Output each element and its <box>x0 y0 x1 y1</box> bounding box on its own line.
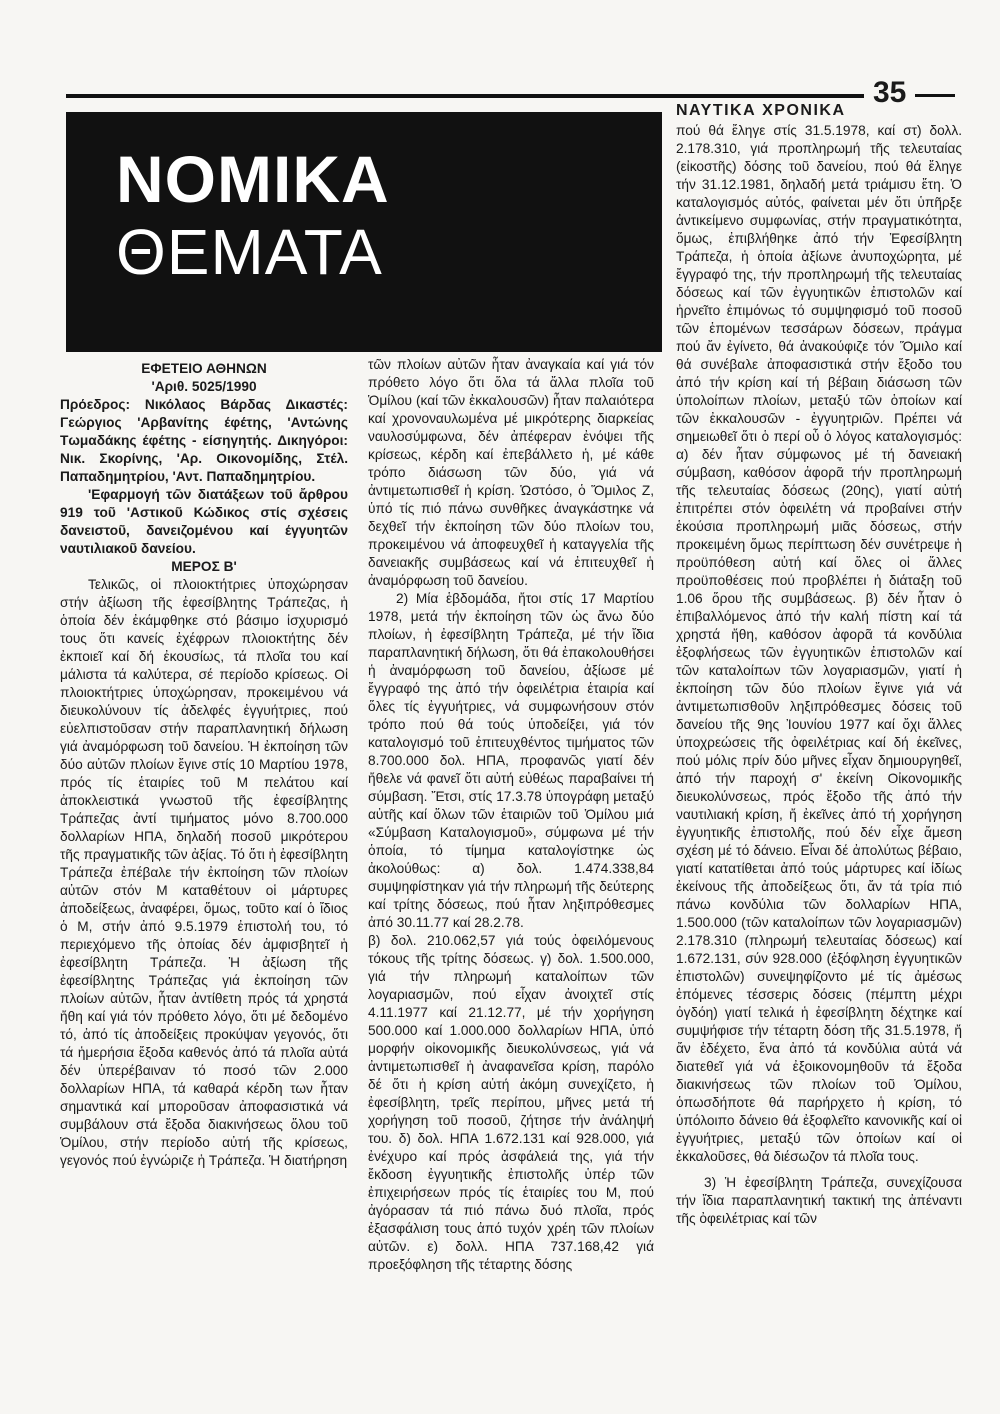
title-line-1: ΝΟΜΙΚΑ <box>116 142 390 216</box>
page-number: 35 <box>873 76 907 109</box>
body-paragraph: 2) Μία ἑβδομάδα, ἤτοι στίς 17 Μαρτίου 1978, μετά τήν ἐκποίηση τῶν ὡς ἄνω δύο πλοίων, ἡ ἐφεσίβλητη Τράπεζα, μέ τήν ἴδια παραπλανητική δήλωση, ὅτι θά ἐπακολουθήσει ἡ ἀναμόρφωση τοῦ δανείου, ἀξίωσε μέ ἔγγραφό της ἀπό τήν ὀφειλέτρια ἑταιρία καί ὅλες τίς ἐγγυήτριες, νά συμφωνήσουν στόν τρόπο πού θά τούς ὑποδείξει, γιά τόν καταλογισμό τοῦ ἐπιτευχθέντος τιμήματος τῶν 8.700.000 δολ. ΗΠΑ, προφανῶς γιατί δέν ἤθελε νά φανεῖ ὅτι αὐτή εὐθέως παραβαίνει τή σύμβαση. Ἔτσι, στίς 17.3.78 ὑπογράφη μεταξύ αὐτῆς καί ὅλων τῶν ἑταιριῶν τοῦ Ὁμίλου μιά «Σύμβαση Καταλογισμοῦ», σύμφωνα μέ τήν ὁποία, τό τίμημα καταλογίστηκε ὡς ἀκολούθως: α) δολ. 1.474.338,84 συμψηφίστηκαν γιά τήν πληρωμή τῆς δεύτερης καί τρίτης δόσεως, πού ἦταν ληξιπρόθεσμες ἀπό 30.11.77 καί 28.2.78. <box>368 591 654 930</box>
header-rule <box>66 94 864 98</box>
body-paragraph: τῶν πλοίων αὐτῶν ἦταν ἀναγκαία καί γιά τόν πρόθετο λόγο ὅτι ὅλα τά ἄλλα πλοῖα τοῦ Ὁμίλου (καί τῶν ἐκκαλουσῶν) ἦταν παλαιότερα καί χρονοναυλωμένα μέ μικρότερης διαρκείας ναυλοσύμφωνα, δέν ἀπέφεραν ἐνόψει τῆς κρίσεως, κέρδη καί ἐπεβάλλετο ἡ, μέ κάθε τρόπο διάσωση τῶν δύο, γιά νά ἀντιμετωπισθεῖ ἡ κρίση. Ὡστόσο, ὁ Ὅμιλος Ζ, ὑπό τίς πιό πάνω συνθῆκες ἀναγκάστηκε νά δεχθεῖ τήν ἐκποίηση τῶν δύο πλοίων του, προκειμένου νά ἀποφευχθεῖ ἡ καταγγελία τῆς δανειακῆς συμβάσεως καί νά ἐπιτευχθεῖ ἡ ἀναμόρφωση τοῦ δανείου. <box>368 357 654 588</box>
column-1 <box>60 360 348 1170</box>
body-paragraph: πού θά ἔληγε στίς 31.5.1978, καί στ) δολλ. 2.178.310, γιά προπληρωμή τῆς τελευταίας (εἰκοστῆς) δόσης τοῦ δανείου, πού θά ἔληγε τήν 31.12.1981, δηλαδή μετά τριάμισυ ἔτη. Ὁ καταλογισμός αὐτός, φαίνεται μέν ὅτι ὑπῆρξε ἀντικείμενο συμφωνίας, στήν πραγματικότητα, ὅμως, ἐπιβλήθηκε ἀπό τήν Ἐφεσίβλητη Τράπεζα, ἡ ὁποία ἀξίωνε ἀνυποχώρητα, μέ ἔγγραφό της, τήν προπληρωμή τῆς τελευταίας δόσεως καί τῶν ἐγγυητικῶν ἐπιστολῶν καί ἠρνεῖτο ἐπιμόνως τό συμψηφισμό τοῦ ποσοῦ τῶν ἑπομένων τεσσάρων δόσεων, πράγμα πού ἄν ἐγίνετο, θά ἀνακούφιζε τόν Ὅμιλο καί θά συνέβαλε ἀποφασιστικά στήν ἔξοδο του ἀπό τήν κρίση καί τή βέβαιη διάσωση τῶν ὑπολοίπων πλοίων, μεταξύ τῶν ὁποίων καί τῶν ἐκκαλουσῶν - ἐγγυητριῶν. Πρέπει νά σημειωθεῖ ὅτι ὁ περί οὗ ὁ λόγος καταλογισμός: α) δέν ἦταν σύμφωνος μέ τή δανειακή σύμβαση, καθόσον ἀφορᾶ τήν προπληρωμή τῆς τελευταίας δόσεως (20ης), γιατί αὐτή ἐπιτρέπει στόν ὀφειλέτη νά προβαίνει στήν ἑκούσια προπληρωμή μιᾶς δόσεως, στήν προκειμένη ὅμως περίπτωση δέν συνέτρεψε ἡ προϋπόθεση αὐτή καί ὅλες οἱ ἄλλες προϋποθέσεις πού προβλέπει ἡ διάταξη τοῦ 1.06 ὅρου τῆς συμβάσεως. β) δέν ἦταν ὁ ἐπιβαλλόμενος ἀπό τήν καλή πίστη καί τά χρηστά ἤθη, καθόσον ἀφορᾶ τά κονδύλια ἐξοφλήσεως τῶν ἐγγυητικῶν ἐπιστολῶν καί τῶν καταλοίπων τῶν λογαριασμῶν, γιατί ἡ ἐκποίηση τῶν δύο πλοίων ἔγινε γιά νά ἀντιμετωπισθοῦν ληξιπρόθεσμες δόσεις τοῦ δανείου τῆς 9ης Ἰουνίου 1977 καί ὄχι ἄλλες ὑποχρεώσεις τῆς ὀφειλέτριας καί δή ἐκεῖνες, πού μόλις πρίν δύο μῆνες εἶχαν δημιουργηθεῖ, ἀπό τήν παροχή σ' ἐκείνη Οἰκονομικῆς διευκολύνσεως, πρός ἔξοδο τῆς ἀπό τήν ναυτιλιακή κρίση, ἤ ἐκεῖνες ἀπό τή χορήγηση ἐγγυητικῆς ἐπιστολῆς, πού δέν εἶχε ἄμεση σχέση μέ τό δάνειο. Εἶναι δέ ἀπολύτως βέβαιο, γιατί κατατίθεται ἀπό τούς μάρτυρες καί ἰδίως ἐκείνους τῆς ἀποδείξεως ὅτι, ἄν τά τρία πιό πάνω κονδύλια τῶν δολλαρίων ΗΠΑ, 1.500.000 (τῶν καταλοίπων τῶν λογαριασμῶν) 2.178.310 (πληρωμή τελευταίας δόσεως) καί 1.672.131, σύν 928.000 (ἐξόφληση ἐγγυητικῶν ἐπιστολῶν) συνεψηφίζοντο μέ τίς ἀμέσως ἑπόμενες τέσσερις δόσεις (πέμπτη μέχρι ὀγδόη) γιατί τελικά ἡ ἐφεσίβλητη δέχτηκε καί συμψήφισε τήν τέταρτη δόση τῆς 31.5.1978, ἤ ἄν ἐδέχετο, ἕνα ἀπό τά κονδύλια αὐτά νά διατεθεῖ γιά νά ἐξοικονομηθοῦν τά ἔξοδα διακινήσεως τῶν πλοίων τοῦ Ὁμίλου, ὁπωσδήποτε θά παρήρχετο ἡ κρίση, τό ὑπόλοιπο δάνειο θά ἐξοφλεῖτο κανονικῆς καί οἱ ἐγγυήτριες, μεταξύ τῶν ὁποίων καί οἱ ἐκκαλοῦσες, θά διέσωζον τά πλοῖα τους. <box>676 123 962 1164</box>
body-paragraph: β) δολ. 210.062,57 γιά τούς ὀφειλόμενους τόκους τῆς τρίτης δόσεως. γ) δολ. 1.500.000, γιά τήν πληρωμή καταλοίπων τῶν λογαριασμῶν, πού εἶχαν ἀνοιχτεῖ στίς 4.11.1977 καί 21.12.77, μέ τήν χορήγηση 500.000 καί 1.000.000 δολλαρίων ΗΠΑ, ὑπό μορφήν οἰκονομικῆς διευκολύνσεως, γιά νά ἀντιμετωπισθεῖ ἡ ἀναφανεῖσα κρίση, παρόλο δέ ὅτι ἡ κρίση αὐτή ἀκόμη συνεχίζετο, ἡ ἐφεσίβλητη, τρεῖς περίπου, μῆνες μετά τή χορήγηση τοῦ ποσοῦ, ζήτησε τήν ἀνάληψή του. δ) δολ. ΗΠΑ 1.672.131 καί 928.000, γιά ἐνέχυρο καί πρός ἀσφάλειά της, γιά τήν ἔκδοση ἐγγυητικῆς ἐπιστολῆς ὑπέρ τῶν ἐπιχειρήσεων πρός τίς ἑταιρίες του Μ, πού ἀγόρασαν τά πιό πάνω δυό πλοῖα, πρός ἐξασφάλιση τους ἀπό τυχόν χρέη τῶν πλοίων αὐτῶν. ε) δολλ. ΗΠΑ 737.168,42 γιά προεξόφληση τῆς τέταρτης δόσης <box>368 933 654 1272</box>
body-paragraph: 3) Ἡ ἐφεσίβλητη Τράπεζα, συνεχίζουσα τήν ἴδια παραπλανητική τακτική της ἀπέναντι τῆς ὀφειλέτριας καί τῶν <box>676 1175 962 1226</box>
running-header: ΝΑΥΤΙΚΑ ΧΡΟΝΙΚΑ <box>676 102 846 119</box>
panel-composition: Πρόεδρος: Νικόλαος Βάρδας Δικαστές: Γεώργιος 'Αρβανίτης έφέτης, 'Αντώνης Τωμαδάκης έφέτης - είσηγητής. Δικηγόροι: Νικ. Σκορίνης, 'Αρ. Οικονομίδης, Στέλ. Παπαδημητρίου, 'Αντ. Παπαδημητρίου. <box>60 397 348 484</box>
title-block <box>66 112 662 352</box>
court-name: ΕΦΕΤΕΙΟ ΑΘΗΝΩΝ <box>141 361 267 376</box>
part-heading: ΜΕΡΟΣ Β' <box>171 559 237 574</box>
case-summary: 'Εφαρμογή τῶν διατάξεων τοῦ ἄρθρου 919 τοῦ 'Αστικοῦ Κώδικος στίς σχέσεις δανειστοῦ, δανειζομένου καί έγγυητῶν ναυτιλιακοῦ δανείου. <box>60 487 348 556</box>
column-3 <box>676 122 962 1228</box>
case-number: 'Αριθ. 5025/1990 <box>151 379 257 394</box>
body-paragraph: Τελικῶς, οἱ πλοιοκτήτριες ὑποχώρησαν στήν ἀξίωση τῆς ἐφεσίβλητης Τράπεζας, ἡ ὁποία δέν ἐκάμφθηκε στό βάσιμο ἰσχυρισμό τους ὅτι κανείς ἐχέφρων πλοιοκτήτης δέν ἐκποιεῖ καί δή ἐκουσίως, τά πλοῖα του καί μάλιστα τά καλύτερα, σέ περίοδο κρίσεως. Οἱ πλοιοκτήτριες ὑποχώρησαν, προκειμένου νά διευκολύνουν τίς ἀδελφές ἐγγυήτριες, πού εὐελπιστοῦσαν στήν παραπλανητική δήλωση γιά ἀναμόρφωση τοῦ δανείου. Ἡ ἐκποίηση τῶν δύο αὐτῶν πλοίων ἔγινε στίς 10 Μαρτίου 1978, πρός τίς ἑταιρίες τοῦ Μ πελάτου καί ἀποκλειστικά γνωστοῦ τῆς ἐφεσίβλητης Τράπεζας ἀντί τιμήματος μόνο 8.700.000 δολλαρίων ΗΠΑ, δηλαδή ποσοῦ μικρότερου τῆς πραγματικῆς τῶν ἀξίας. Τό ὅτι ἡ ἐφεσίβλητη Τράπεζα ἐπέβαλε τήν ἐκποίηση τῶν πλοίων αὐτῶν στόν Μ καταθέτουν οἱ μάρτυρες ἀποδείξεως, ἀναφέρει, ὅμως, τοῦτο καί ὁ ἴδιος ὁ Μ, στήν ἀπό 9.5.1979 ἐπιστολή του, τό περιεχόμενο τῆς ὁποίας δέν ἀμφισβητεῖ ἡ ἐφεσίβλητη Τράπεζα. Ἡ ἀξίωση τῆς ἐφεσίβλητης Τράπεζας γιά ἐκποίηση τῶν πλοίων αὐτῶν, ἦταν ἀντίθετη πρός τά χρηστά ἤθη καί γιά τόν πρόθετο λόγο, ὅτι μέ δεδομένο τό, ἀπό τίς ἀποδείξεις προκύψαν γεγονός, ὅτι τά ἡμερήσια ἔξοδα καθενός ἀπό τά πλοῖα αὐτά δέν ὑπερέβαιναν τό ποσό τῶν 2.000 δολλαρίων ΗΠΑ, τά καθαρά κέρδη των ἦταν σημαντικά καί μποροῦσαν ἀποφασιστικά νά συμβάλουν στά ἔξοδα διακινήσεως ὅλου τοῦ Ὁμίλου, στήν περίοδο αὐτή τῆς κρίσεως, γεγονός πού ἐγνώριζε ἡ Τράπεζα. Ἡ διατήρηση <box>60 577 348 1168</box>
title-line-2: ΘΕΜΑΤΑ <box>116 216 383 288</box>
column-2 <box>368 356 654 1274</box>
header-rule-right <box>915 94 955 97</box>
